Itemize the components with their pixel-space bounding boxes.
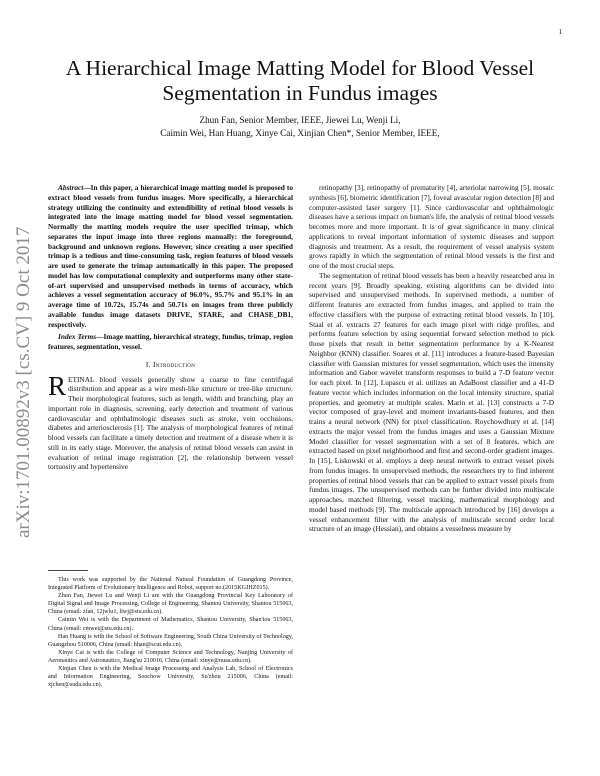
body-paragraph-2: The segmentation of retinal blood vessels has been a heavily researched area in recent years [9]. Broadly speaking, existing algorithms can be divided into supervised and unsupervised methods. In supervised methods, a number of different features are extracted from fundus images, and applied to train the effective classifiers with the purpose of extracting retinal blood vessels. In [10], Staal et al. extracts 27 features for each image pixel with ridge profiles, and performs feature selection by using sequential forward selection method to pick those pixels that result in better segmentation performance by a K-Nearest Neighbor (KNN) classifier. Soares et al. [11] introduces a feature-based Bayesian classifier with Gaussian mixtures for vessel segmentation, which uses the intensity information and Gabor wavelet transform responses to build a 7-D feature vector for each pixel. In [12], Lupascu et al. utilizes an AdaBoost classifier and a 41-D feature vector which includes information on the local intensity structure, spatial properties, and geometry at multiple scales. Marin et al. [13] constructs a 7-D vector composed of gray-level and moment invariants-based features, and then trains a neural network (NN) for pixel classification. Roychowdhury et al. [14] extracts the major vessel from the fundus images and uses a Gaussian Mixture Model classifier for vessel segmentation with a set of 8 features, which are extracted based on pixel neighborhood and first and second-order gradient images. In [15], Liskowski et al. employs a deep neural network to extract vessel pixels from fundus images. In unsupervised methods, the researchers try to find inherent properties of retinal blood vessels that can be applied to extract vessel pixels from fundus images. The unsupervised methods can be further divided into multiscale approaches, matched filtering, vessel tracking, mathematical morphology and model based methods [9]. The multiscale approach introduced by [16] develops a vessel enhancement filter with the analysis of multiscale second order local structure of an image (Hessian), and obtains a vesselness measure by xyxy=(309,270,554,534)
footnote-funding: This work was supported by the National Natural Foundation of Guangdong Province, Integrated Platform of Evolutionary Intelligence and Robot, support no.(2015KGJHZ015). xyxy=(48,577,293,592)
section-numeral: I. xyxy=(145,359,151,369)
index-terms-lead: Index Terms xyxy=(58,332,97,342)
abstract xyxy=(48,183,293,329)
right-column xyxy=(309,183,554,534)
drop-cap: R xyxy=(48,370,67,401)
index-terms xyxy=(48,332,293,352)
arxiv-stamp xyxy=(2,210,40,540)
author-list xyxy=(40,114,560,139)
footnote-rule xyxy=(48,570,88,571)
page-number: 1 xyxy=(558,28,562,36)
footnote-affiliation-3: Han Huang is with the School of Software Engineering, South China University of Technology, Guangzhou 510006, China (email: hhan@scut.edu.cn). xyxy=(48,633,293,648)
footnote-affiliation-2: Caimin Wei is with the Department of Mathematics, Shantou University, Shan'tou 515063, China (email: cmwei@stu.edu.cn). xyxy=(48,617,293,632)
author-line-2: Caimin Wei, Han Huang, Xinye Cai, Xinjian Chen*, Senior Member, IEEE, xyxy=(160,127,440,138)
footnotes xyxy=(48,576,293,689)
footnote-affiliation-1: Zhun Fan, Jiewei Lu and Wenji Li are with the Guangdong Provincial Key Laboratory of Digital Signal and Image Processing, College of Engineering, Shantou University, Shantou 515063, China (email: zfan, 12jwlu1, liwj@stu.edu.cn). xyxy=(48,593,293,616)
body-paragraph-1: retinopathy [3], retinopathy of prematurity [4], arteriolar narrowing [5], mosaic synthesis [6], biometric identification [7], foveal avascular region detection [8] and computer-assisted laser surgery [1]. Since cardiovascular and ophthalmologic diseases have a serious impact on human's life, the analysis of retinal blood vessels becomes more and more important. It is of great significance in many clinical applications to reveal important information of systemic diseases and support diagnosis and treatment. As a result, the requirement of vessel analysis system grows rapidly in which the segmentation of retinal blood vessels is the first and one of the most crucial steps. xyxy=(309,183,554,270)
intro-text: ETINAL blood vessels generally show a coarse to fine centrifugal distribution and appear as a wire mesh-like structure or tree-like structure. Their morphological features, such as length, width and branching, play an important role in diagnosis, screening, early detection and treatment of various cardiovascular and ophthalmologic diseases such as stroke, vein occlusions, diabetes and arteriosclerosis [1]. The analysis of morphological features of retinal blood vessels can facilitate a timely detection and treatment of a disease when it is still in its early stage. Moreover, the analysis of retinal blood vessels can assist in evaluation of retinal image registration [2], the relationship between vessel tortuosity and hypertensive xyxy=(48,374,293,472)
arxiv-stamp-text: arXiv:1701.00892v3 [cs.CV] 9 Oct 2017 xyxy=(13,226,34,538)
intro-paragraph xyxy=(48,370,293,473)
paper-title: A Hierarchical Image Matting Model for Blood Vessel Segmentation in Fundus images xyxy=(65,56,535,105)
index-terms-text: —Image matting, hierarchical strategy, fundus, trimap, region features, segmentation, vessel. xyxy=(48,332,293,351)
author-line-1: Zhun Fan, Senior Member, IEEE, Jiewei Lu, Wenji Li, xyxy=(199,115,401,125)
left-column xyxy=(48,183,293,472)
section-title: Introduction xyxy=(152,359,196,369)
abstract-lead: Abstract xyxy=(58,183,84,192)
abstract-text: —In this paper, a hierarchical image matting model is proposed to extract blood vessels from fundus images. More specifically, a hierarchical strategy utilizing the continuity and extendibility of retinal blood vessels is integrated into the image matting model for blood vessel segmentation. Normally the matting models require the user specified trimap, which separates the input image into three regions manually: the foreground, background and unknown regions. However, since creating a user specified trimap is a tedious and time-consuming task, region features of blood vessels are used to generate the trimap automatically in this paper. The proposed model has low computational complexity and outperforms many other state-of-art supervised and unsupervised methods in terms of accuracy, which achieves a vessel segmentation accuracy of 96.0%, 95.7% and 95.1% in an average time of 10.72s, 15.74s and 50.71s on images from three publicly available fundus image datasets DRIVE, STARE, and CHASE_DB1, respectively. xyxy=(48,183,293,329)
section-heading xyxy=(48,360,293,370)
footnote-affiliation-4: Xinye Cai is with the College of Computer Science and Technology, Nanjing University of Aeronautics and Astronautics, Jiang'su 210016, China (email: xinye@nuaa.edu.cn). xyxy=(48,649,293,664)
footnote-affiliation-5: Xinjian Chen is with the Medical Image Processing and Analysis Lab, School of Electronics and Information Engineering, Soochow University, Su'zhou 215006, China (email: xjchen@suda.edu.cn). xyxy=(48,666,293,689)
